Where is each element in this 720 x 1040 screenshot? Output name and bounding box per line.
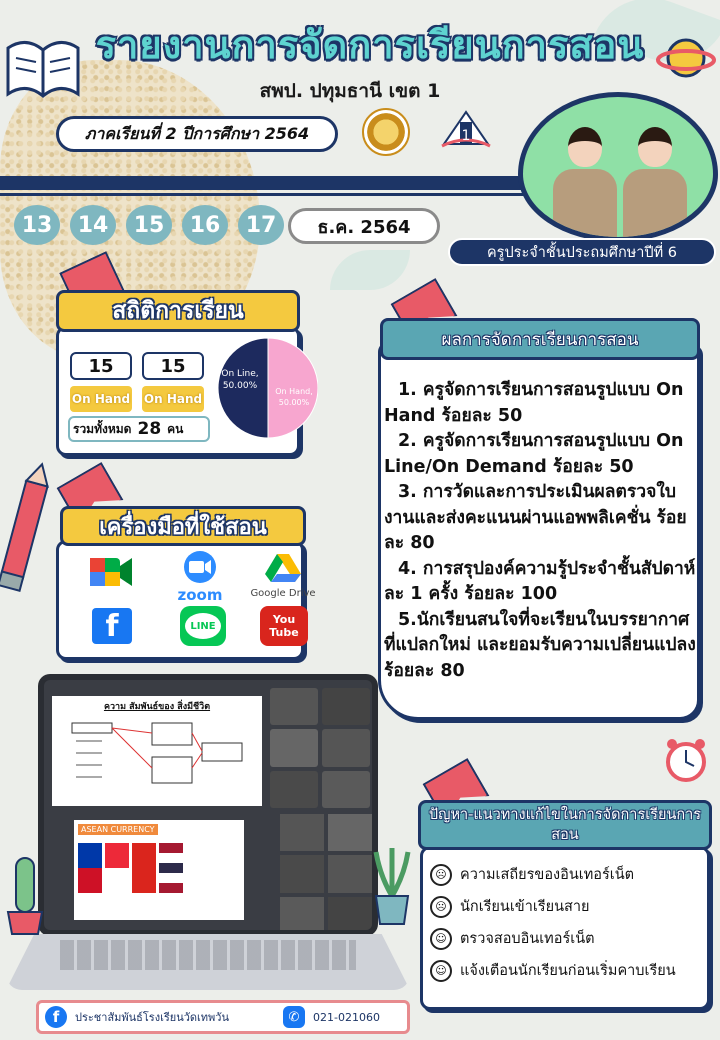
zoom-label: zoom [177,586,223,604]
tools-title: เครื่องมือที่ใช้สอน [60,506,306,546]
video-tile [328,855,372,892]
alarm-clock-icon [664,736,708,784]
results-item: 1. ครูจัดการเรียนการสอนรูปแบบ On Hand ร้อยละ 50 [384,380,684,426]
worried-face-icon: ☹ [430,864,452,886]
video-tile [328,814,372,851]
pie-value-online: 50.00% [222,381,258,391]
stats-count: 15 [70,352,132,380]
video-tile [280,855,324,892]
laptop-keyboard [60,940,356,970]
google-meet-icon [88,554,134,590]
slide-diagram [52,713,262,803]
problem-text: แจ้งเตือนนักเรียนก่อนเริ่มคาบเรียน [460,963,676,979]
cactus-icon [2,852,48,936]
total-value: 28 [137,419,162,439]
slide-title: ความ สัมพันธ์ของ สิ่งมีชีวิต [103,702,211,712]
video-tile [270,729,318,766]
semester-badge: ภาคเรียนที่ 2 ปีการศึกษา 2564 [56,116,338,152]
teacher-caption: ครูประจำชั้นประถมศึกษาปีที่ 6 [448,238,716,266]
stats-count: 15 [142,352,204,380]
results-item: 2. ครูจัดการเรียนการสอนรูปแบบ On Line/On Demand ร้อยละ 50 [384,431,684,477]
flag-row [78,843,240,893]
problem-item [430,862,706,888]
problems-list [430,862,706,984]
video-grid [280,814,372,930]
stats-label: On Hand [70,386,132,412]
school-emblem-logo [440,106,492,152]
school-seal-logo [362,108,410,156]
pie-value-onhand: 50.00% [278,398,310,407]
slide2-title: ASEAN CURRENCY [78,824,158,835]
flag [159,843,183,893]
results-list [384,378,700,684]
worried-face-icon: ☹ [430,896,452,918]
divider-band [0,176,560,190]
date-day: 13 [14,205,60,245]
video-tile [280,897,324,930]
video-tile [270,771,318,808]
results-item: 3. การวัดและการประเมินผลตรวจใบงานและส่งคะแนนผ่านแอพพลิเคชั่น ร้อยละ 80 [384,482,687,553]
stats-right [142,352,204,412]
page-subtitle: สพป. ปทุมธานี เขต 1 [259,80,441,102]
phone-icon: ✆ [283,1006,305,1028]
plant-icon [370,846,414,926]
date-month-year: ธ.ค. 2564 [288,208,440,244]
phone-number[interactable]: 021-021060 [313,1010,380,1024]
teacher-photo [518,92,718,242]
date-day: 16 [182,205,228,245]
problem-item [430,894,706,920]
leaf-decoration [330,250,410,290]
video-tile [322,688,370,725]
facebook-icon[interactable]: f [45,1006,67,1028]
problem-text: ความเสถียรของอินเทอร์เน็ต [460,867,635,883]
pie-label-online: On Line, [221,369,259,379]
line-label: LINE [185,613,221,639]
problems-title: ปัญหา-แนวทางแก้ไขในการจัดการเรียนการสอน [418,800,712,850]
stats-pie-chart [218,338,318,438]
happy-face-icon: ☺ [430,928,452,950]
date-day: 17 [238,205,284,245]
flag [78,843,102,893]
date-day: 15 [126,205,172,245]
total-unit: คน [167,421,184,436]
stats-label: On Hand [142,386,204,412]
flag [132,843,156,893]
date-day: 14 [70,205,116,245]
google-drive-icon [263,552,303,584]
total-label: รวมทั้งหมด [73,421,132,436]
problem-item [430,958,706,984]
youtube-icon [260,606,308,646]
video-tile [270,688,318,725]
drive-label: Google Drive [250,588,316,599]
laptop-screen [38,674,378,936]
divider-line [0,193,560,196]
problem-text: ตรวจสอบอินเทอร์เน็ต [460,931,595,947]
problem-text: นักเรียนเข้าเรียนสาย [460,899,590,915]
footer-contact [36,1000,410,1034]
stats-left [70,352,132,412]
video-tile [322,771,370,808]
pencil-icon [0,458,50,598]
results-item: 4. การสรุปองค์ความรู้ประจำชั้นสัปดาห์ละ 1 ครั้ง ร้อยละ 100 [384,558,696,604]
stats-title: สถิติการเรียน [56,290,300,332]
line-icon [180,606,226,646]
date-row [14,205,284,245]
video-tile [328,897,372,930]
facebook-page-link[interactable]: ประชาสัมพันธ์โรงเรียนวัดเทพวัน [75,1011,229,1024]
zoom-icon [180,550,220,584]
facebook-icon: f [92,608,132,644]
flag [105,843,129,893]
drive-tool [248,552,318,599]
teacher-figure [553,127,617,237]
pie-label-onhand: On Hand, [275,387,313,396]
video-grid [270,688,370,808]
happy-face-icon: ☺ [430,960,452,982]
page-title: รายงานการจัดการเรียนการสอน [95,23,645,67]
results-item: 5.นักเรียนสนใจที่จะเรียนในบรรยากาศที่แปลกใหม่ และยอมรับความเปลี่ยนแปลง ร้อยละ 80 [384,609,696,681]
lesson-slide [52,696,262,806]
teacher-figure [623,127,687,237]
asean-slide [74,820,244,920]
problem-item [430,926,706,952]
video-tile [322,729,370,766]
stats-total [68,416,210,442]
results-title: ผลการจัดการเรียนการสอน [380,318,700,360]
svg-text:1: 1 [461,128,471,144]
video-tile [280,814,324,851]
youtube-label: You Tube [269,613,299,639]
zoom-tool [170,550,230,602]
